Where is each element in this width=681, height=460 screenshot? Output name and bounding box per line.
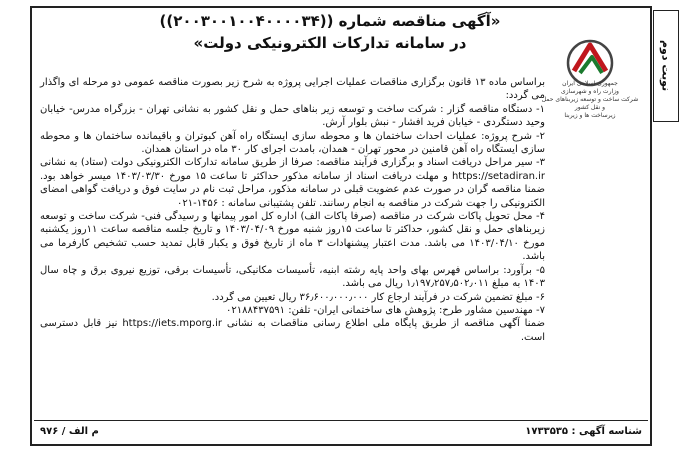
org-line: زیرساخت ها و زیربنا (564, 112, 616, 119)
notice-item: ۱- دستگاه مناقصه گزار : شرکت ساخت و توسعه زیر بناهای حمل و نقل کشور به نشانی تهران - بزرگراه مدرس- خیابان وحید دستگردی - خیابان فرید افشار - نبش بلوار آرش. (40, 103, 545, 129)
org-line: وزارت راه و شهرسازی (561, 88, 619, 95)
notice-title: «آگهی مناقصه شماره ((۲۰۰۳۰۰۱۰۰۴۰۰۰۰۳۴)) (159, 12, 501, 30)
publication-round-tab (653, 10, 679, 122)
reference-code: م الف / ۹۷۶ (40, 426, 99, 437)
ad-id: شناسه آگهی : ۱۷۳۳۵۳۵ (525, 426, 642, 437)
intro-paragraph: براساس ماده ۱۳ قانون برگزاری مناقصات عملیات اجرایی پروژه به شرح زیر بصورت مناقصه عمومی دو مرحله ای واگذار می گردد: (40, 77, 546, 102)
org-line: شرکت ساخت و توسعه زیربناهای حمل و نقل کشور (541, 96, 639, 111)
notice-item: ۴- محل تحویل پاکات شرکت در مناقصه (صرفا پاکات الف) اداره کل امور پیمانها و رسیدگی فنی- شرکت ساخت و توسعه زیربناهای حمل و نقل کشور، حداکثر تا ساعت ۱۵روز شنبه مورخ ۱۴۰۳/۰۴/۰۹ و تاریخ جلسه مناقصه ساعت ۱۱روز یکشنبه مورخ ۱۴۰۳/۰۴/۱۰ می باشد. مدت اعتبار پیشنهادات ۳ ماه از تاریخ فوق و یکبار قابل تمدید حسب تشخیص کارفرما می باشد. (40, 211, 545, 263)
notice-footer (34, 420, 648, 442)
notice-item: ضمنا آگهی مناقصه از طریق پایگاه ملی اطلاع رسانی مناقصات به نشانی https://iets.mporg.ir نیز قابل دسترسی است. (40, 318, 545, 343)
notice-item: ۶- مبلغ تضمین شرکت در فرآیند ارجاع کار ۳۶٫۶۰۰٫۰۰۰٫۰۰۰ ریال تعیین می گردد. (211, 291, 545, 303)
notice-item: ۳- سیر مراحل دریافت اسناد و برگزاری فرآیند مناقصه: صرفا از طریق سامانه تدارکات الکترونیکی دولت (ستاد) به نشانی https://setadiran.ir و مهلت دریافت اسناد از سامانه مذکور حداکثر تا ساعت ۱۵ مورخ ۱۴۰۳/۰۳/۳۰ میسر خواهد بود. ضمنا مناقصه گران در صورت عدم عضویت قبلی در سامانه مذکور، مراحل ثبت نام در سایت فوق و دریافت گواهی امضای الکترونیکی را جهت شرکت در مناقصه به انجام رسانند. تلفن پشتیبانی سامانه : ۱۴۵۶-۰۲۱ (40, 157, 545, 209)
notice-item: ۲- شرح پروژه: عملیات احداث ساختمان ها و محوطه سازی ایستگاه راه آهن کبوتران و باقیمانده ساختمان ها و محوطه سازی ایستگاه راه آهن قامنین در محور تهران - همدان، بامدت اجرای کار ۳۰ ماه در استان همدان. (40, 130, 545, 156)
publication-round-label: نوبت دوم (659, 40, 673, 92)
notice-body (40, 76, 545, 344)
notice-item: ۵- برآورد: براساس فهرس بهای واحد پایه رشته ابنیه، تأسیسات مکانیکی، تأسیسات برقی، توزیع نیروی برق و چاه سال ۱۴۰۳ به مبلغ ۱٫۱۹۷٫۲۵۷٫۵۰۲٫۰۱۱ ریال می باشد. (40, 264, 545, 290)
org-line: جمهوری اسلامی ایران (562, 80, 618, 87)
notice-subtitle: در سامانه تدارکات الکترونیکی دولت» (193, 34, 467, 52)
notice-item: ۷- مهندسین مشاور طرح: پژوهش های ساختمانی ایران- تلفن: ۰۲۱۸۸۴۳۷۵۹۱ (225, 304, 545, 316)
organization-name (540, 80, 640, 120)
